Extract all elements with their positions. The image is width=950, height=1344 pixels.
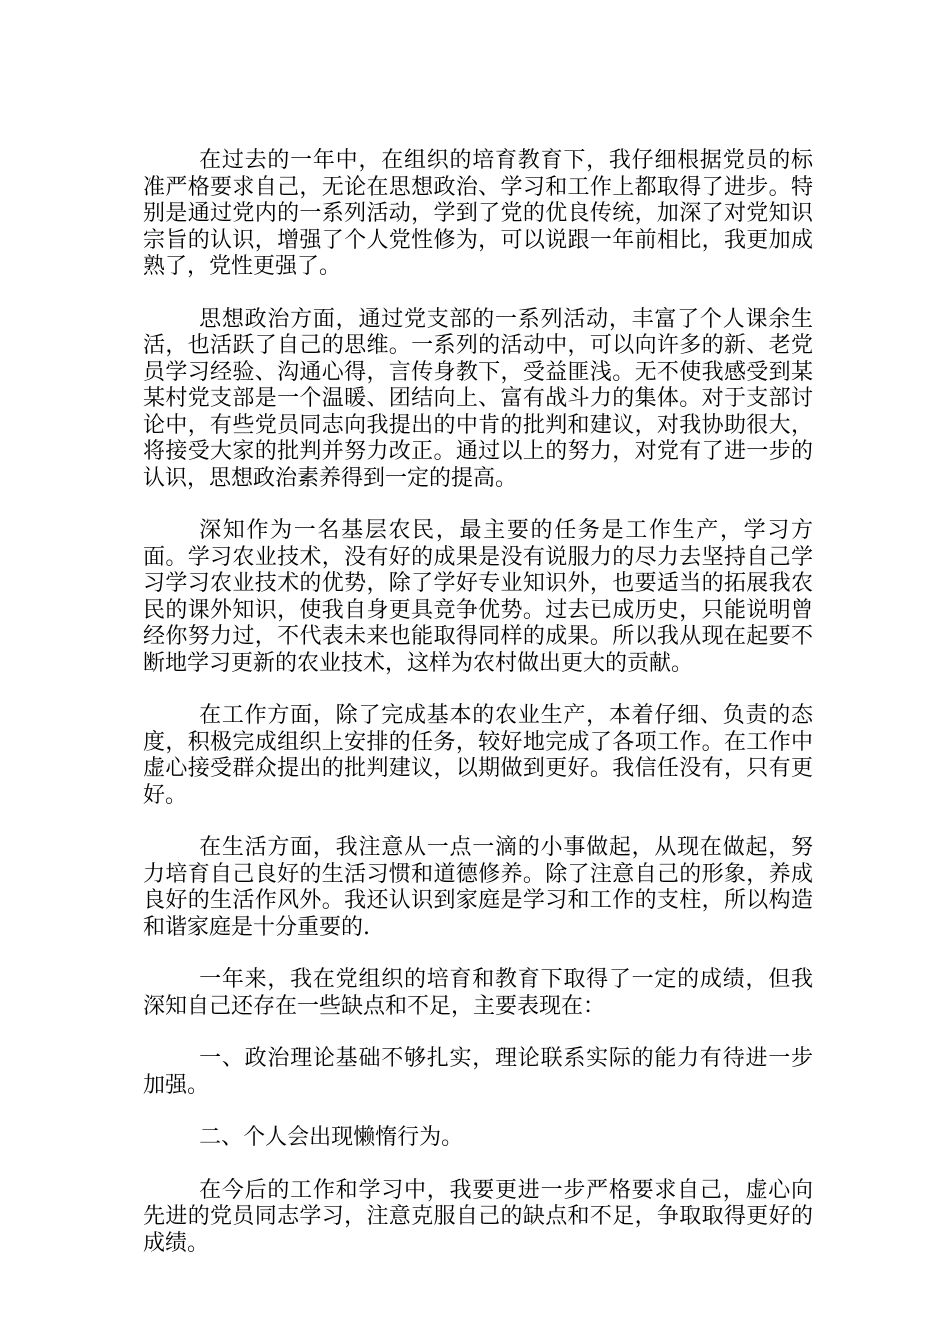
paragraph-intro: 在过去的一年中，在组织的培育教育下，我仔细根据党员的标准严格要求自己，无论在思想政治、学习和工作上都取得了进步。特别是通过党内的一系列活动，学到了党的优良传统，加深了对党知识宗旨的认识，增强了个人党性修为，可以说跟一年前相比，我更加成熟了，党性更强了。 bbox=[143, 148, 813, 279]
paragraph-shortcoming-2: 二、个人会出现懒惰行为。 bbox=[199, 1125, 464, 1150]
paragraph-life: 在生活方面，我注意从一点一滴的小事做起，从现在做起，努力培育自己良好的生活习惯和道德修养。除了注意自己的形象，养成良好的生活作风外。我还认识到家庭是学习和工作的支柱，所以构造和谐家庭是十分重要的. bbox=[143, 835, 813, 940]
paragraph-study: 深知作为一名基层农民，最主要的任务是工作生产，学习方面。学习农业技术，没有好的成果是没有说服力的尽力去坚持自己学习学习农业技术的优势，除了学好专业知识外，也要适当的拓展我农民的课外知识，使我自身更具竞争优势。过去已成历史，只能说明曾经你努力过，不代表未来也能取得同样的成果。所以我从现在起要不断地学习更新的农业技术，这样为农村做出更大的贡献。 bbox=[143, 518, 813, 676]
paragraph-political-thought: 思想政治方面，通过党支部的一系列活动，丰富了个人课余生活，也活跃了自己的思维。一系列的活动中，可以向许多的新、老党员学习经验、沟通心得，言传身教下，受益匪浅。无不使我感受到某某村党支部是一个温暖、团结向上、富有战斗力的集体。对于支部讨论中，有些党员同志向我提出的中肯的批判和建议，对我协助很大，将接受大家的批判并努力改正。通过以上的努力，对党有了进一步的认识，思想政治素养得到一定的提高。 bbox=[143, 306, 813, 491]
document-body bbox=[143, 148, 813, 1257]
paragraph-conclusion: 在今后的工作和学习中，我要更进一步严格要求自己，虚心向先进的党员同志学习，注意克服自己的缺点和不足，争取取得更好的成绩。 bbox=[143, 1177, 813, 1256]
paragraph-shortcoming-1: 一、政治理论基础不够扎实，理论联系实际的能力有待进一步加强。 bbox=[143, 1046, 813, 1098]
paragraph-shortcomings-intro: 一年来，我在党组织的培育和教育下取得了一定的成绩，但我深知自己还存在一些缺点和不足，主要表现在： bbox=[143, 967, 813, 1019]
paragraph-work: 在工作方面，除了完成基本的农业生产，本着仔细、负责的态度，积极完成组织上安排的任务，较好地完成了各项工作。在工作中虚心接受群众提出的批判建议，以期做到更好。我信任没有，只有更好。 bbox=[143, 703, 813, 808]
